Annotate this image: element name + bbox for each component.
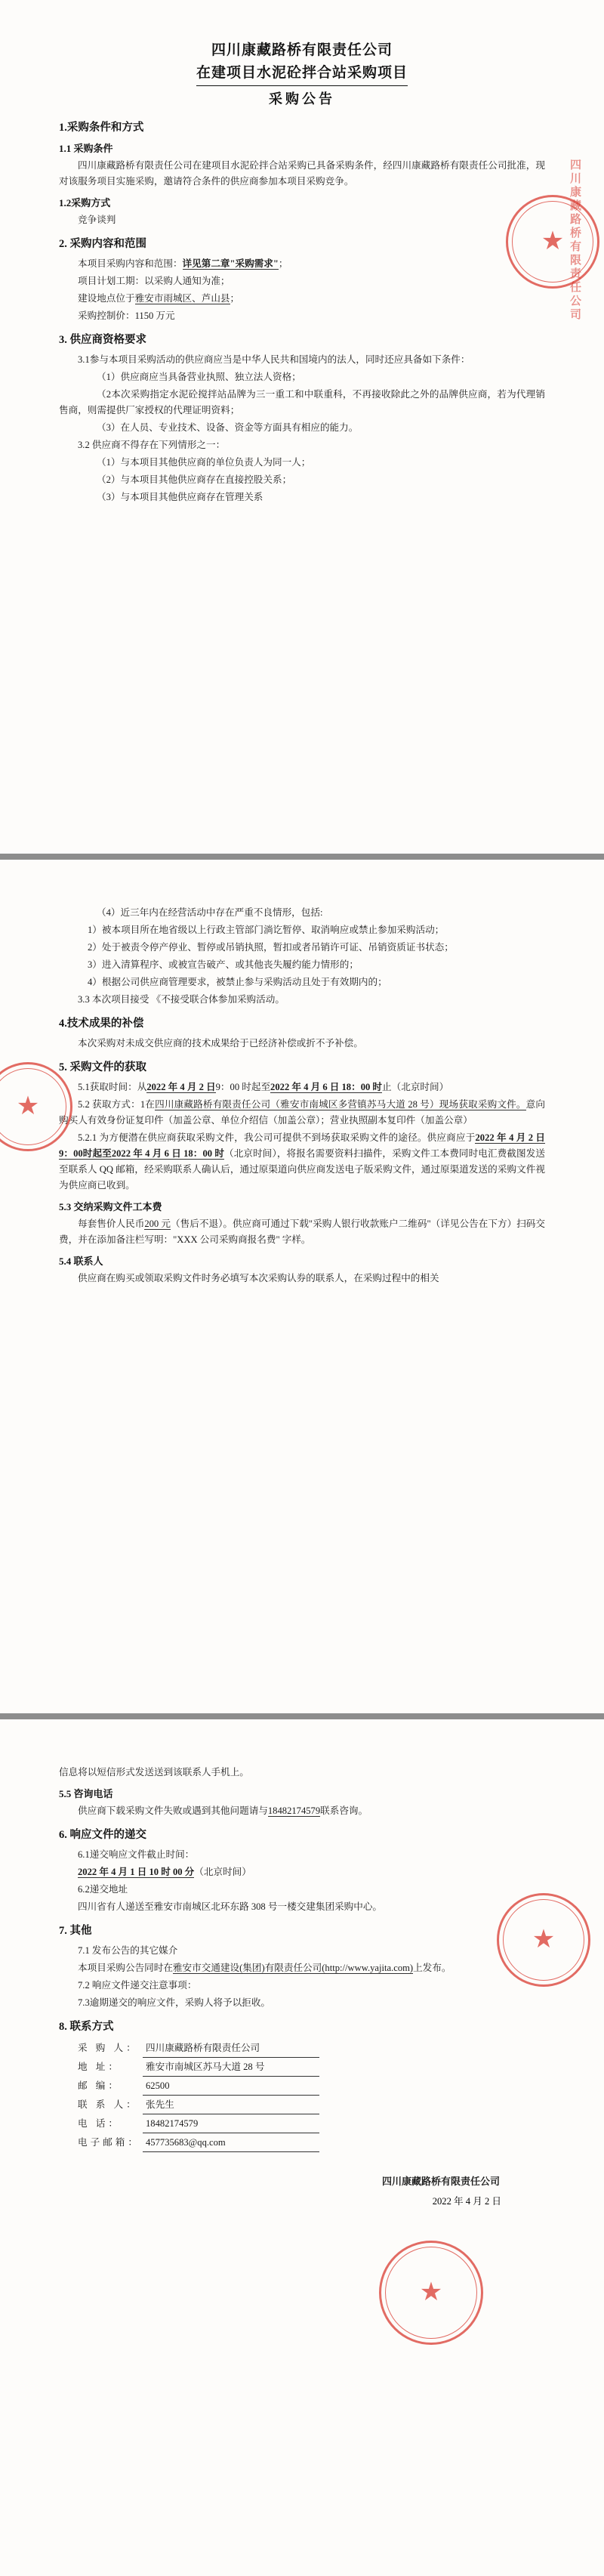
- section-4-p7: 本次采购对未成交供应商的技术成果给于已经济补偿或折不予补偿。: [78, 1038, 363, 1049]
- section-1-1-text: 四川康藏路桥有限责任公司在建项目水泥砼拌合站采购已具备采购条件，经四川康藏路桥有限责任公司批准，现对该服务项目实施采购，邀请符合条件的供应商参加本项目采购竞争。: [59, 160, 545, 187]
- section-5-5-heading: 5.5 咨询电话: [59, 1788, 113, 1799]
- section-7-3: 7.3逾期递交的响应文件，采购人将予以拒收。: [78, 1997, 271, 2008]
- section-4-p5: 4）根据公司供应商管理要求，被禁止参与采购活动且处于有效期内的；: [88, 977, 387, 987]
- section-3-p5: 3.2 供应商不得存在下列情形之一：: [78, 440, 226, 450]
- section-5-4-heading: 5.4 联系人: [59, 1256, 103, 1267]
- document-title-line-3: 采购公告: [269, 91, 335, 107]
- signature-company: 四川康藏路桥有限责任公司: [381, 2176, 500, 2187]
- section-1-2-heading: 1.2采购方式: [59, 197, 111, 208]
- section-3-p6: （1）与本项目其他供应商的单位负责人为同一人；: [97, 457, 311, 468]
- document-title-line-1: 四川康藏路桥有限责任公司: [211, 42, 393, 58]
- company-seal-2: ★: [0, 1062, 72, 1151]
- page-1: [0, 0, 604, 854]
- section-4-p2: 1）被本项目所在地省级以上行政主管部门淌讫暂停、取消响应或禁止参加采购活动；: [88, 925, 445, 935]
- s7-media-link[interactable]: 雅安市交通建设(集团)有限责任公司(http://www.yajita.com): [172, 1963, 414, 1973]
- page-2: [0, 860, 604, 1713]
- section-3-p1: 3.1参与本项目采购活动的供应商应当是中华人民共和国境内的法人，同时还应具备如下条件：: [78, 354, 470, 365]
- section-4-p1: （4）近三年内在经营活动中存在严重不良情形，包括:: [97, 907, 323, 918]
- section-1-1-heading: 1.1 采购条件: [59, 143, 113, 154]
- s5-time-start: 2022 年 4 月 2 日: [146, 1082, 216, 1092]
- section-2-location: [59, 291, 545, 307]
- s7-media-post: 上发布。: [413, 1963, 451, 1973]
- section-2-scope-post: ；: [278, 258, 288, 269]
- s5-remote-pre: 5.2.1 为方便潜在供应商获取采购文件，我公司可提供不到场获取采购文件的途径。供应商应于: [78, 1132, 476, 1143]
- section-3-p7: （2）与本项目其他供应商存在直接控股关系；: [97, 474, 292, 485]
- contact-value: 四川康藏路桥有限责任公司: [143, 2039, 319, 2058]
- s6-phone-pre: 供应商下载采购文件失败或遇到其他问题请与: [78, 1805, 268, 1816]
- section-4-heading: 4.技术成果的补偿: [59, 1018, 144, 1030]
- s5-fee-post: （售后不退）。供应商可通过下载"采购人银行收款账户二维码"（详见公告在下方）扫码交费，并在添加备注栏写明："XXX 公司采购商报名费" 字样。: [59, 1219, 546, 1245]
- contact-value: 雅安市南城区苏马大道 28 号: [143, 2058, 319, 2077]
- section-2-price-cap: 采购控制价：1150 万元: [78, 310, 175, 321]
- section-3-p2: （1）供应商应当具备营业执照、独立法人资格；: [97, 372, 301, 382]
- s6-phone-post: 联系咨询。: [320, 1805, 368, 1816]
- section-5-3-heading: 5.3 交纳采购文件工本费: [59, 1201, 162, 1212]
- section-2-location-post: ；: [230, 293, 240, 304]
- s5-method-pre: 1在: [140, 1099, 156, 1110]
- vertical-seal-mark-1: 四川康藏路桥有限责任公司: [569, 159, 581, 322]
- section-6-1-value: [59, 1864, 545, 1880]
- section-6-2-label: 6.2递交地址: [78, 1884, 128, 1895]
- s5-time-post: 止（北京时间）: [382, 1082, 449, 1092]
- section-3-heading: 3. 供应商资格要求: [59, 334, 146, 346]
- contact-label: 采 购 人：: [78, 2043, 139, 2053]
- section-2-location-value: 雅安市雨城区、芦山县: [134, 293, 230, 304]
- section-5-2-1: [59, 1130, 545, 1194]
- document-title-line-2: 在建项目水泥砼拌合站采购项目: [59, 62, 545, 86]
- contact-value: 张先生: [143, 2096, 319, 2114]
- contact-value: 457735683@qq.com: [143, 2133, 319, 2152]
- section-2-scope: [59, 256, 545, 272]
- section-5-3-text: [59, 1216, 545, 1248]
- section-4-p3: 2）处于被责令停产停业、暂停或吊销执照，暂扣或者吊销许可证、吊销资质证书状态；: [88, 942, 454, 953]
- contact-row: [78, 2114, 545, 2133]
- section-2-scope-ref: 详见第二章"采购需求": [182, 258, 279, 269]
- page-3: [0, 1719, 604, 2576]
- s6-phone-number: 18482174579: [267, 1805, 321, 1816]
- contact-label: 邮 编：: [78, 2080, 121, 2091]
- section-4-p6: 3.3 本次项目接受 《不接受联合体参加采购活动。: [78, 994, 285, 1005]
- contact-row: [78, 2133, 545, 2152]
- contact-row: [78, 2077, 545, 2096]
- section-7-2: 7.2 响应文件递交注意事项：: [78, 1980, 197, 1991]
- section-4-p4: 3）进入清算程序、或被宣告破产、或其他丧失履约能力情形的；: [88, 959, 359, 970]
- section-2-location-pre: 建设地点位于: [78, 293, 135, 304]
- section-6-heading: 6. 响应文件的递交: [59, 1829, 146, 1841]
- s5-time-pre: 5.1获取时间：从: [78, 1082, 147, 1092]
- section-5-1-time: [59, 1080, 545, 1095]
- contact-value: 18482174579: [143, 2114, 319, 2133]
- section-2-scope-pre: 本项目采购内容和范围：: [78, 258, 183, 269]
- contact-label: 电 话：: [78, 2118, 121, 2129]
- section-5-5-continued: 信息将以短信形式发送送到该联系人手机上。: [59, 1767, 249, 1778]
- section-8-heading: 8. 联系方式: [59, 2021, 114, 2033]
- s5-time-mid: 9：00 时起至: [215, 1082, 271, 1092]
- section-1-2-text: 竞争谈判: [78, 215, 116, 225]
- section-5-4-text: 供应商在购买或领取采购文件时务必填写本次采购认券的联系人，在采购过程中的相关: [78, 1273, 439, 1283]
- section-5-heading: 5. 采购文件的获取: [59, 1061, 146, 1073]
- contact-label: 电子邮箱：: [78, 2137, 140, 2148]
- section-3-p8: （3）与本项目其他供应商存在管理关系: [97, 492, 263, 502]
- s6-deadline: 2022 年 4 月 1 日 10 时 00 分: [78, 1867, 195, 1877]
- section-2-duration: 项目计划工期：以采购人通知为准；: [78, 276, 230, 286]
- company-seal-3: ★: [497, 1893, 590, 1987]
- contact-row: [78, 2039, 545, 2058]
- section-1-heading: 1.采购条件和方式: [59, 122, 144, 134]
- contact-row: [78, 2096, 545, 2114]
- section-3-p4: （3）在人员、专业技术、设备、资金等方面具有相应的能力。: [97, 422, 359, 433]
- s5-remote-window: 2022 年 4 月 2 日9：00时起至2022 年 4 月 6 日 18：00 时: [59, 1132, 545, 1159]
- s5-remote-post: （北京时间），将报名需要资料扫描件，采购文件工本费同时电汇费截图发送至联系人 QQ 邮箱，经采购联系人确认后，通过原渠道向供应商发送电子版采购文件，通过原渠道发送的采购文件视为供应商已收到。: [59, 1148, 546, 1191]
- s5-time-end: 2022 年 4 月 6 日 18：00 时: [270, 1082, 383, 1092]
- section-5-5-text: [59, 1803, 545, 1819]
- s6-deadline-tz: （北京时间）: [194, 1867, 251, 1877]
- s5-method-post: 意向购买人有效身份证复印件（加盖公章、单位介绍信（加盖公章）；营业执照副本复印件（加盖公章）: [59, 1099, 546, 1126]
- contact-label: 联 系 人：: [78, 2099, 139, 2110]
- contact-value: 62500: [143, 2077, 319, 2096]
- s5-fee-pre: 每套售价人民币: [78, 1219, 145, 1229]
- section-5-2-method: [59, 1097, 545, 1129]
- section-7-1-label: 7.1 发布公告的其它媒介: [78, 1945, 178, 1956]
- s5-method-address: 四川康藏路桥有限责任公司（雅安市南城区多营镇苏马大道 28 号）现场获取采购文件。: [155, 1099, 526, 1110]
- company-seal-1: ★: [506, 195, 599, 289]
- section-6-2-value: 四川省有人递送至雅安市南城区北环东路 308 号一楼交建集团采购中心。: [78, 1901, 382, 1912]
- company-seal-4: ★: [379, 2241, 483, 2345]
- section-7-heading: 7. 其他: [59, 1925, 92, 1937]
- section-2-heading: 2. 采购内容和范围: [59, 238, 146, 250]
- section-7-1-value: [59, 1960, 545, 1976]
- signature-date: 2022 年 4 月 2 日: [432, 2196, 501, 2207]
- contact-row: [78, 2058, 545, 2077]
- section-6-1-label: 6.1递交响应文件截止时间：: [78, 1849, 195, 1860]
- s5-fee-amount: 200 元: [144, 1219, 171, 1229]
- section-3-p3: （2本次采购指定水泥砼搅拌站品牌为三一重工和中联重科，不再接收除此之外的品牌供应商，若为代理销售商，则需提供厂家授权的代理证明资料；: [59, 389, 545, 415]
- contact-label: 地 址：: [78, 2062, 121, 2072]
- s5-method-label: 5.2 获取方式：: [78, 1099, 140, 1110]
- s7-media-pre: 本项目采购公告同时在: [78, 1963, 173, 1973]
